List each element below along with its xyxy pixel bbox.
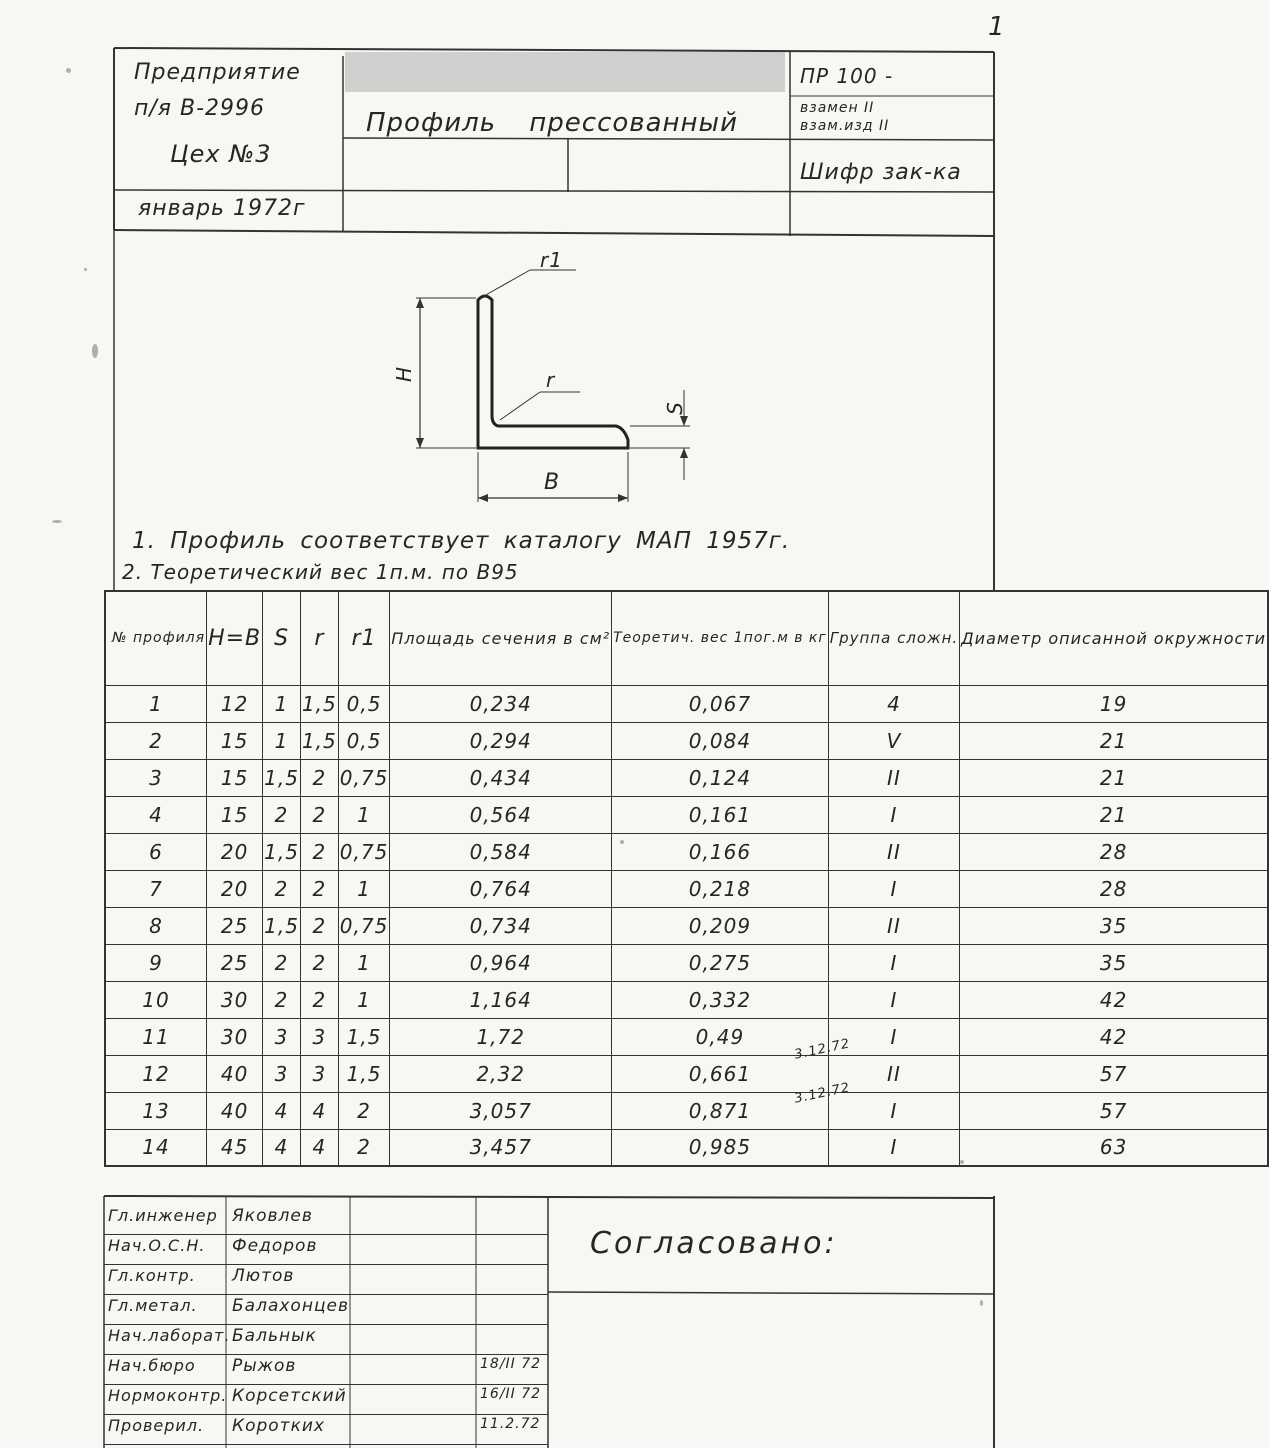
cell-hb: 12 bbox=[207, 685, 263, 722]
cell-r: 1,5 bbox=[300, 722, 338, 759]
table-row bbox=[105, 981, 1268, 1018]
cell-num: 4 bbox=[105, 796, 207, 833]
cell-r1: 1 bbox=[338, 870, 390, 907]
cell-r: 2 bbox=[300, 759, 338, 796]
page-number: 1 bbox=[988, 12, 1006, 42]
cell-area: 0,964 bbox=[390, 944, 612, 981]
cell-s: 2 bbox=[263, 870, 301, 907]
cell-r1: 0,75 bbox=[338, 833, 390, 870]
cell-r1: 1,5 bbox=[338, 1018, 390, 1055]
cell-area: 0,434 bbox=[390, 759, 612, 796]
cell-area: 0,734 bbox=[390, 907, 612, 944]
cell-diameter: 21 bbox=[960, 796, 1268, 833]
cell-num: 12 bbox=[105, 1055, 207, 1092]
approval-row-line bbox=[104, 1354, 548, 1355]
approval-role: Гл.метал. bbox=[108, 1296, 198, 1315]
cell-area: 0,294 bbox=[390, 722, 612, 759]
cell-s: 4 bbox=[263, 1129, 301, 1166]
profile-table bbox=[104, 590, 1269, 1167]
cell-s: 1 bbox=[263, 722, 301, 759]
cell-r: 2 bbox=[300, 796, 338, 833]
cell-num: 1 bbox=[105, 685, 207, 722]
cell-hb: 40 bbox=[207, 1092, 263, 1129]
approval-name: Федоров bbox=[232, 1236, 318, 1256]
cell-r: 3 bbox=[300, 1055, 338, 1092]
cell-num: 11 bbox=[105, 1018, 207, 1055]
cell-group: II bbox=[828, 833, 959, 870]
approval-name: Лютов bbox=[232, 1266, 295, 1286]
cell-diameter: 57 bbox=[960, 1092, 1268, 1129]
cell-hb: 15 bbox=[207, 759, 263, 796]
cell-group: II bbox=[828, 759, 959, 796]
cell-r: 2 bbox=[300, 907, 338, 944]
approved-label: Согласовано: bbox=[590, 1226, 838, 1261]
cell-diameter: 21 bbox=[960, 759, 1268, 796]
cell-hb: 20 bbox=[207, 833, 263, 870]
th-area: Площадь сечения в см² bbox=[390, 591, 612, 685]
approval-row-line bbox=[104, 1264, 548, 1265]
approval-name: Коротких bbox=[232, 1416, 325, 1436]
table-row bbox=[105, 1055, 1268, 1092]
cell-hb: 25 bbox=[207, 944, 263, 981]
approval-role: Нач.О.С.Н. bbox=[108, 1236, 206, 1255]
th-h-b: H=B bbox=[207, 591, 263, 685]
table-row bbox=[105, 870, 1268, 907]
note-2: 2. Теоретический вес 1п.м. по В95 bbox=[122, 560, 519, 584]
cell-group: V bbox=[828, 722, 959, 759]
table-row bbox=[105, 1018, 1268, 1055]
cell-num: 8 bbox=[105, 907, 207, 944]
cell-r1: 0,75 bbox=[338, 759, 390, 796]
cell-group: I bbox=[828, 1018, 959, 1055]
cell-s: 1,5 bbox=[263, 907, 301, 944]
cell-r: 2 bbox=[300, 833, 338, 870]
cell-diameter: 63 bbox=[960, 1129, 1268, 1166]
cell-r: 4 bbox=[300, 1092, 338, 1129]
cell-group: I bbox=[828, 1092, 959, 1129]
replacement: взам.изд II bbox=[800, 118, 890, 134]
approval-role: Нач.бюро bbox=[108, 1356, 196, 1375]
approval-role: Нормоконтр. bbox=[108, 1386, 228, 1405]
cell-weight: 0,661 bbox=[612, 1055, 829, 1092]
cell-s: 2 bbox=[263, 981, 301, 1018]
dim-label-b: В bbox=[544, 470, 561, 495]
table-header-row bbox=[105, 591, 1268, 685]
approval-name: Корсетский bbox=[232, 1386, 347, 1406]
document-title: Профиль прессованный bbox=[366, 108, 738, 138]
enterprise-label: Предприятие bbox=[134, 60, 301, 85]
table-row bbox=[105, 759, 1268, 796]
cell-group: I bbox=[828, 870, 959, 907]
dim-label-r: r bbox=[546, 368, 556, 392]
cell-area: 0,584 bbox=[390, 833, 612, 870]
table-row bbox=[105, 833, 1268, 870]
cell-hb: 15 bbox=[207, 722, 263, 759]
cell-weight: 0,209 bbox=[612, 907, 829, 944]
cell-num: 10 bbox=[105, 981, 207, 1018]
cell-weight: 0,985 bbox=[612, 1129, 829, 1166]
cell-r: 3 bbox=[300, 1018, 338, 1055]
th-complexity: Группа сложн. bbox=[828, 591, 959, 685]
cell-r1: 0,5 bbox=[338, 685, 390, 722]
th-r1: r1 bbox=[338, 591, 390, 685]
approval-row-line bbox=[104, 1414, 548, 1415]
approval-row-line bbox=[104, 1294, 548, 1295]
cell-s: 1,5 bbox=[263, 759, 301, 796]
cell-diameter: 19 bbox=[960, 685, 1268, 722]
approval-date: 11.2.72 bbox=[480, 1416, 541, 1432]
cell-weight: 0,124 bbox=[612, 759, 829, 796]
cell-area: 1,72 bbox=[390, 1018, 612, 1055]
cell-group: I bbox=[828, 944, 959, 981]
table-row bbox=[105, 907, 1268, 944]
cell-s: 1,5 bbox=[263, 833, 301, 870]
cell-weight: 0,084 bbox=[612, 722, 829, 759]
cell-group: I bbox=[828, 981, 959, 1018]
cell-diameter: 35 bbox=[960, 907, 1268, 944]
date: январь 1972г bbox=[138, 196, 306, 221]
cell-group: II bbox=[828, 1055, 959, 1092]
approval-row-line bbox=[104, 1384, 548, 1385]
cell-hb: 20 bbox=[207, 870, 263, 907]
cell-diameter: 57 bbox=[960, 1055, 1268, 1092]
cell-s: 3 bbox=[263, 1055, 301, 1092]
approval-role: Проверил. bbox=[108, 1416, 205, 1435]
approval-row-line bbox=[104, 1324, 548, 1325]
cell-weight: 0,218 bbox=[612, 870, 829, 907]
table-row bbox=[105, 1129, 1268, 1166]
cell-area: 3,057 bbox=[390, 1092, 612, 1129]
cell-num: 7 bbox=[105, 870, 207, 907]
cell-s: 2 bbox=[263, 944, 301, 981]
cell-num: 6 bbox=[105, 833, 207, 870]
cell-area: 0,564 bbox=[390, 796, 612, 833]
cell-r1: 0,5 bbox=[338, 722, 390, 759]
approval-role: Гл.инженер bbox=[108, 1206, 218, 1225]
table-row bbox=[105, 1092, 1268, 1129]
cell-r: 2 bbox=[300, 870, 338, 907]
enterprise-code: п/я В-2996 bbox=[134, 96, 266, 121]
signature-note-1: 3.12.72 bbox=[793, 1036, 852, 1063]
approval-name: Бальнык bbox=[232, 1326, 317, 1346]
cell-weight: 0,871 bbox=[612, 1092, 829, 1129]
cell-r: 4 bbox=[300, 1129, 338, 1166]
cell-r1: 1 bbox=[338, 944, 390, 981]
cell-r1: 1,5 bbox=[338, 1055, 390, 1092]
workshop: Цех №3 bbox=[170, 140, 272, 168]
cell-diameter: 28 bbox=[960, 870, 1268, 907]
cell-group: 4 bbox=[828, 685, 959, 722]
cell-s: 3 bbox=[263, 1018, 301, 1055]
table-row bbox=[105, 796, 1268, 833]
table-row bbox=[105, 722, 1268, 759]
th-diameter: Диаметр описанной окружности bbox=[960, 591, 1268, 685]
approval-role: Гл.контр. bbox=[108, 1266, 196, 1285]
signature-note-2: 3.12.72 bbox=[793, 1080, 852, 1107]
document-code: ПР 100 - bbox=[800, 64, 894, 88]
cell-weight: 0,166 bbox=[612, 833, 829, 870]
cell-diameter: 28 bbox=[960, 833, 1268, 870]
cell-hb: 25 bbox=[207, 907, 263, 944]
cell-num: 13 bbox=[105, 1092, 207, 1129]
cell-area: 3,457 bbox=[390, 1129, 612, 1166]
instead-of: взамен II bbox=[800, 100, 875, 116]
approval-name: Балахонцев bbox=[232, 1296, 349, 1316]
cell-r: 1,5 bbox=[300, 685, 338, 722]
cell-r1: 2 bbox=[338, 1092, 390, 1129]
cell-weight: 0,49 bbox=[612, 1018, 829, 1055]
cell-num: 9 bbox=[105, 944, 207, 981]
approval-name: Яковлев bbox=[232, 1206, 313, 1226]
cell-group: II bbox=[828, 907, 959, 944]
cell-r1: 1 bbox=[338, 796, 390, 833]
cell-weight: 0,067 bbox=[612, 685, 829, 722]
cell-area: 1,164 bbox=[390, 981, 612, 1018]
cell-s: 2 bbox=[263, 796, 301, 833]
th-r: r bbox=[300, 591, 338, 685]
cell-diameter: 42 bbox=[960, 981, 1268, 1018]
th-number: № профиля bbox=[105, 591, 207, 685]
th-weight: Теоретич. вес 1пог.м в кг bbox=[612, 591, 829, 685]
table-body bbox=[105, 685, 1268, 1166]
approval-row-line bbox=[104, 1234, 548, 1235]
cell-num: 2 bbox=[105, 722, 207, 759]
dim-label-s: S bbox=[662, 401, 687, 415]
cell-r1: 1 bbox=[338, 981, 390, 1018]
cell-area: 0,234 bbox=[390, 685, 612, 722]
th-s: S bbox=[263, 591, 301, 685]
cell-group: I bbox=[828, 1129, 959, 1166]
cell-diameter: 35 bbox=[960, 944, 1268, 981]
cell-weight: 0,275 bbox=[612, 944, 829, 981]
order-code-label: Шифр зак-ка bbox=[800, 160, 962, 185]
cell-hb: 45 bbox=[207, 1129, 263, 1166]
dim-label-h: H bbox=[392, 365, 417, 383]
table-row bbox=[105, 685, 1268, 722]
cell-group: I bbox=[828, 796, 959, 833]
cell-hb: 15 bbox=[207, 796, 263, 833]
cell-hb: 30 bbox=[207, 1018, 263, 1055]
note-1: 1. Профиль соответствует каталогу МАП 1957г. bbox=[132, 528, 791, 554]
table-row bbox=[105, 944, 1268, 981]
cell-diameter: 21 bbox=[960, 722, 1268, 759]
approval-role: Нач.лаборат. bbox=[108, 1326, 231, 1345]
dim-label-r1: r1 bbox=[540, 248, 563, 272]
approval-name: Рыжов bbox=[232, 1356, 297, 1376]
cell-num: 14 bbox=[105, 1129, 207, 1166]
cell-r1: 0,75 bbox=[338, 907, 390, 944]
cell-r: 2 bbox=[300, 981, 338, 1018]
cell-num: 3 bbox=[105, 759, 207, 796]
cell-hb: 40 bbox=[207, 1055, 263, 1092]
cell-s: 1 bbox=[263, 685, 301, 722]
cell-r: 2 bbox=[300, 944, 338, 981]
approval-date: 18/II 72 bbox=[480, 1356, 542, 1372]
cell-hb: 30 bbox=[207, 981, 263, 1018]
cell-area: 2,32 bbox=[390, 1055, 612, 1092]
cell-area: 0,764 bbox=[390, 870, 612, 907]
approval-row-line bbox=[104, 1444, 548, 1445]
cell-r1: 2 bbox=[338, 1129, 390, 1166]
cell-weight: 0,161 bbox=[612, 796, 829, 833]
cell-diameter: 42 bbox=[960, 1018, 1268, 1055]
cell-s: 4 bbox=[263, 1092, 301, 1129]
approval-date: 16/II 72 bbox=[480, 1386, 542, 1402]
cell-weight: 0,332 bbox=[612, 981, 829, 1018]
